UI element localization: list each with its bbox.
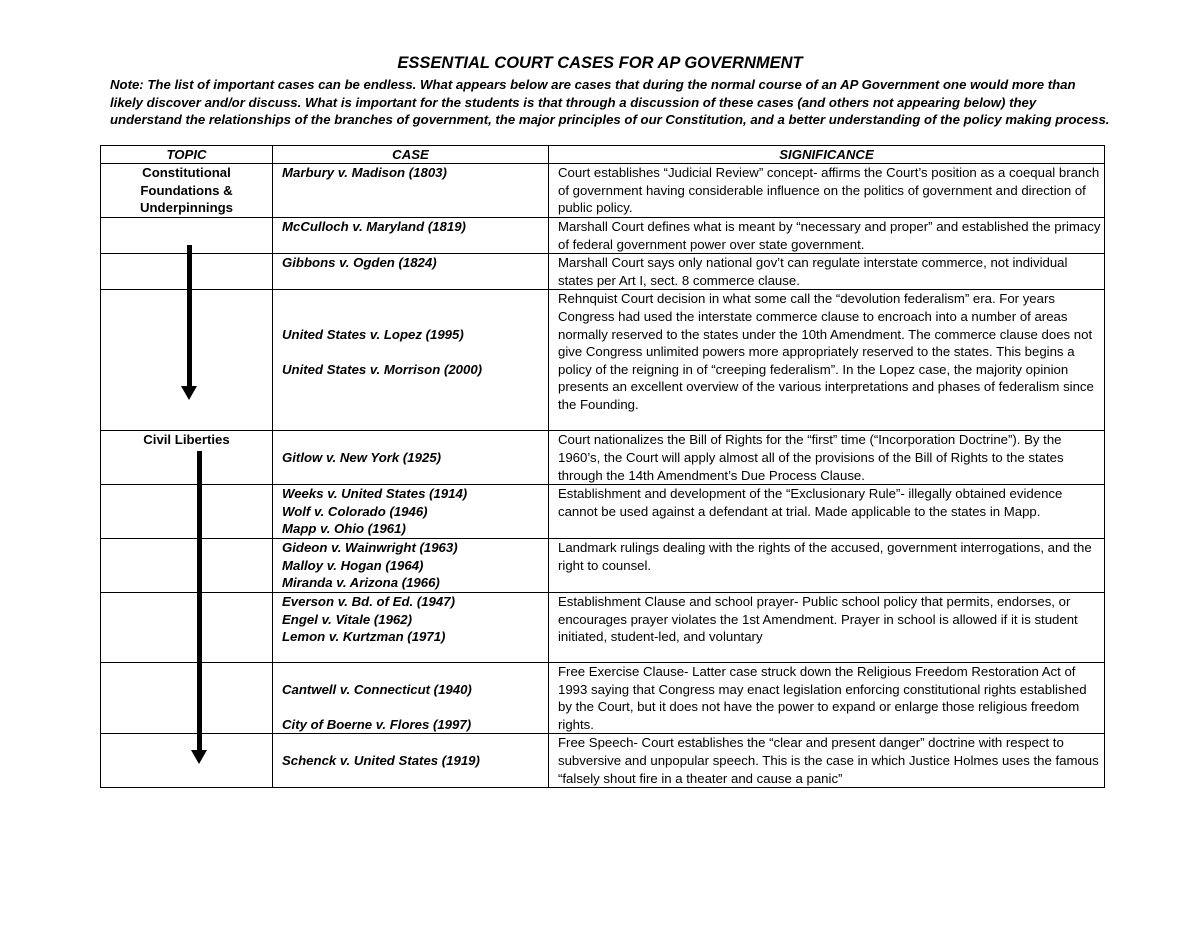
case-cell <box>273 290 549 431</box>
case-name <box>282 698 548 716</box>
table-row <box>101 164 1105 218</box>
case-name <box>282 290 548 308</box>
significance-cell: Landmark rulings dealing with the rights of the accused, government interrogations, and the right to counsel. <box>549 539 1105 593</box>
table-row <box>101 592 1105 662</box>
significance-cell: Free Exercise Clause- Latter case struck down the Religious Freedom Restoration Act of 1993 saying that Congress may enact legislation enforcing constitutional rights established by the Court, but it does not have the power to expand or enlarge those religious freedom rights. <box>549 662 1105 733</box>
case-name: Everson v. Bd. of Ed. (1947) <box>282 593 455 609</box>
case-name <box>282 431 548 449</box>
topic-cell <box>101 734 273 788</box>
case-name: Cantwell v. Connecticut (1940) <box>282 681 472 697</box>
case-name: City of Boerne v. Flores (1997) <box>282 716 472 732</box>
case-name: Gibbons v. Ogden (1824) <box>282 255 437 271</box>
case-name: United States v. Morrison (2000) <box>282 361 483 377</box>
topic-header: TOPIC <box>101 146 273 164</box>
case-name <box>282 308 548 326</box>
case-name: Engel v. Vitale (1962) <box>282 611 412 627</box>
case-cell <box>273 431 549 485</box>
topic-cell: Constitutional Foundations & Underpinnings <box>101 164 273 218</box>
document-note: Note: The list of important cases can be endless. What appears below are cases that during the normal course of an AP Government one would more than likely discover and/or discuss. What is important for the students is that through a discussion of these cases (and others not appearing below) they understand the relationships of the branches of government, the major principles of our Constitution, and a better understanding of the policy making process. <box>110 77 1110 128</box>
case-name <box>282 343 548 361</box>
table-row <box>101 290 1105 431</box>
case-name: Mapp v. Ohio (1961) <box>282 521 406 537</box>
case-cell <box>273 164 549 218</box>
topic-cell <box>101 662 273 733</box>
case-name <box>282 734 548 752</box>
case-cell <box>273 734 549 788</box>
topic-cell <box>101 592 273 662</box>
case-name: Malloy v. Hogan (1964) <box>282 557 424 573</box>
court-cases-table <box>100 145 1105 788</box>
topic-cell: Civil Liberties <box>101 431 273 485</box>
case-name: McCulloch v. Maryland (1819) <box>282 219 466 234</box>
case-name: Miranda v. Arizona (1966) <box>282 575 440 591</box>
case-header: CASE <box>273 146 549 164</box>
significance-cell: Court establishes “Judicial Review” concept- affirms the Court’s position as a coequal branch of government having considerable influence on the politics of government and direction of public policy. <box>549 164 1105 218</box>
case-name: Schenck v. United States (1919) <box>282 752 480 768</box>
case-name: Weeks v. United States (1914) <box>282 486 468 502</box>
case-cell <box>273 218 549 254</box>
topic-cell <box>101 485 273 539</box>
case-cell <box>273 592 549 662</box>
topic-cell <box>101 290 273 431</box>
significance-cell: Free Speech- Court establishes the “clear and present danger” doctrine with respect to subversive and unpopular speech. This is the case in which Justice Holmes uses the famous “falsely shout fire in a theater and cause a panic” <box>549 734 1105 788</box>
table-row <box>101 539 1105 593</box>
significance-cell: Establishment and development of the “Exclusionary Rule”- illegally obtained evidence cannot be used against a defendant at trial. Made applicable to the states in Mapp. <box>549 485 1105 539</box>
significance-cell: Marshall Court defines what is meant by “necessary and proper” and established the primacy of federal government power over state government. <box>549 218 1105 254</box>
case-name: United States v. Lopez (1995) <box>282 326 464 342</box>
case-name <box>282 663 548 681</box>
case-cell <box>273 539 549 593</box>
significance-cell: Court nationalizes the Bill of Rights for the “first” time (“Incorporation Doctrine”). By the 1960’s, the Court will apply almost all of the provisions of the Bill of Rights to the states through the 14th Amendment’s Due Process Clause. <box>549 431 1105 485</box>
topic-cell <box>101 539 273 593</box>
table-row <box>101 734 1105 788</box>
case-cell <box>273 254 549 290</box>
significance-header: SIGNIFICANCE <box>549 146 1105 164</box>
case-name: Wolf v. Colorado (1946) <box>282 503 428 519</box>
document-title: ESSENTIAL COURT CASES FOR AP GOVERNMENT <box>397 54 803 72</box>
case-name: Gitlow v. New York (1925) <box>282 449 442 465</box>
table-row <box>101 485 1105 539</box>
table-row <box>101 218 1105 254</box>
table-row <box>101 431 1105 485</box>
table-row <box>101 254 1105 290</box>
table-row <box>101 662 1105 733</box>
significance-cell: Rehnquist Court decision in what some call the “devolution federalism” era. For years Congress had used the interstate commerce clause to encroach into a number of areas normally reserved to the states under the 10th Amendment. The commerce clause does not give Congress unlimited powers more appropriately reserved to the states. This begins a policy of the reigning in of “creeping federalism”. In the Lopez case, the majority opinion presents an excellent overview of the various interpretations and phases of federalism since the Founding. <box>549 290 1105 431</box>
case-name: Marbury v. Madison (1803) <box>282 165 447 180</box>
significance-cell: Establishment Clause and school prayer- Public school policy that permits, endorses, or encourages prayer violates the 1st Amendment. Prayer in school is allowed if it is student initiated, student-led, and voluntary <box>549 592 1105 662</box>
topic-cell <box>101 218 273 254</box>
case-name: Gideon v. Wainwright (1963) <box>282 540 458 556</box>
significance-cell: Marshall Court says only national gov’t can regulate interstate commerce, not individual states per Art I, sect. 8 commerce clause. <box>549 254 1105 290</box>
table-body <box>101 164 1105 788</box>
case-cell <box>273 662 549 733</box>
case-name: Lemon v. Kurtzman (1971) <box>282 629 446 645</box>
topic-cell <box>101 254 273 290</box>
table-header-row <box>101 146 1105 164</box>
case-cell <box>273 485 549 539</box>
